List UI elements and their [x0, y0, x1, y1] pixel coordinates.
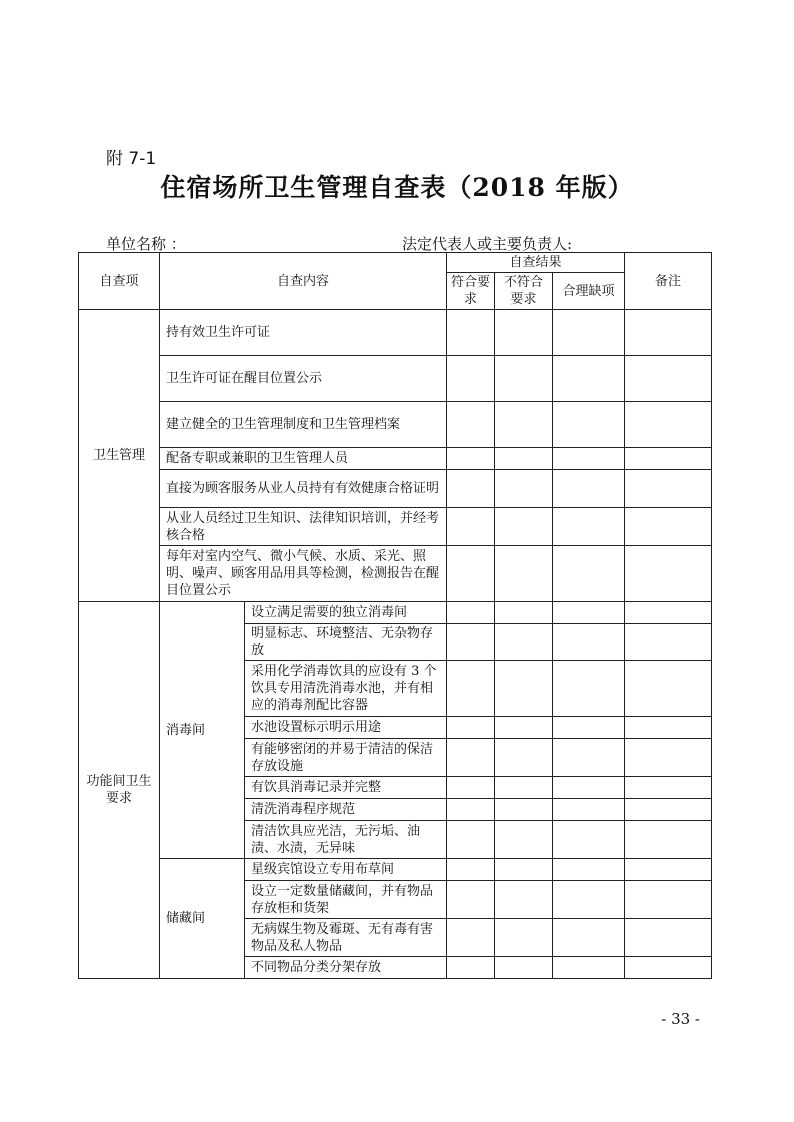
- check-cell[interactable]: [447, 717, 495, 739]
- check-cell[interactable]: [447, 356, 495, 402]
- content-cell: 设立满足需要的独立消毒间: [245, 602, 447, 624]
- check-cell[interactable]: [447, 448, 495, 470]
- content-cell: 无病媒生物及霉斑、无有毒有害物品及私人物品: [245, 919, 447, 957]
- subsection-label: 消毒间: [160, 602, 245, 859]
- check-cell[interactable]: [447, 919, 495, 957]
- header-conform: 符合要求: [447, 273, 495, 310]
- check-cell[interactable]: [553, 310, 625, 356]
- check-cell[interactable]: [447, 602, 495, 624]
- table-row: [79, 546, 712, 602]
- content-cell: 卫生许可证在醒目位置公示: [160, 356, 447, 402]
- unit-name-label: 单位名称 ：: [106, 235, 186, 253]
- check-cell[interactable]: [553, 821, 625, 859]
- content-cell: 不同物品分类分架存放: [245, 957, 447, 979]
- section-label: 功能间卫生要求: [79, 602, 160, 979]
- check-cell[interactable]: [625, 310, 712, 356]
- check-cell[interactable]: [447, 508, 495, 546]
- check-cell[interactable]: [495, 448, 553, 470]
- check-cell[interactable]: [495, 310, 553, 356]
- check-cell[interactable]: [625, 602, 712, 624]
- content-cell: 明显标志、环境整洁、无杂物存放: [245, 624, 447, 661]
- check-cell[interactable]: [553, 777, 625, 799]
- table-row: [79, 470, 712, 508]
- check-cell[interactable]: [495, 859, 553, 881]
- check-cell[interactable]: [625, 470, 712, 508]
- check-cell[interactable]: [553, 602, 625, 624]
- check-cell[interactable]: [447, 799, 495, 821]
- header-nonconform: 不符合要求: [495, 273, 553, 310]
- check-cell[interactable]: [553, 546, 625, 602]
- check-cell[interactable]: [553, 661, 625, 717]
- check-cell[interactable]: [495, 546, 553, 602]
- content-cell: 水池设置标示明示用途: [245, 717, 447, 739]
- check-cell[interactable]: [625, 859, 712, 881]
- check-cell[interactable]: [447, 661, 495, 717]
- check-cell[interactable]: [553, 402, 625, 448]
- check-cell[interactable]: [625, 402, 712, 448]
- check-cell[interactable]: [495, 661, 553, 717]
- check-cell[interactable]: [495, 799, 553, 821]
- header-content: 自查内容: [160, 253, 447, 310]
- annex-label: 附 7-1: [106, 149, 157, 169]
- check-cell[interactable]: [625, 717, 712, 739]
- legal-representative-label: 法定代表人或主要负责人:: [402, 235, 573, 253]
- content-cell: 持有效卫生许可证: [160, 310, 447, 356]
- content-cell: 直接为顾客服务从业人员持有有效健康合格证明: [160, 470, 447, 508]
- check-cell[interactable]: [625, 546, 712, 602]
- content-cell: 采用化学消毒饮具的应设有 3 个饮具专用清洗消毒水池，并有相应的消毒剂配比容器: [245, 661, 447, 717]
- table-row: [79, 356, 712, 402]
- check-cell[interactable]: [447, 957, 495, 979]
- check-cell[interactable]: [625, 777, 712, 799]
- form-title: 住宿场所卫生管理自查表（2018 年版）: [160, 173, 634, 202]
- content-cell: 配备专职或兼职的卫生管理人员: [160, 448, 447, 470]
- check-cell[interactable]: [447, 470, 495, 508]
- check-cell[interactable]: [553, 448, 625, 470]
- check-cell[interactable]: [553, 799, 625, 821]
- check-cell[interactable]: [625, 957, 712, 979]
- check-cell[interactable]: [495, 602, 553, 624]
- check-cell[interactable]: [495, 508, 553, 546]
- check-cell[interactable]: [553, 508, 625, 546]
- check-cell[interactable]: [625, 799, 712, 821]
- table-row: [79, 859, 712, 881]
- table-row: [79, 602, 712, 624]
- check-cell[interactable]: [495, 402, 553, 448]
- header-remarks: 备注: [625, 253, 712, 310]
- check-cell[interactable]: [447, 859, 495, 881]
- header-result: 自查结果: [447, 253, 625, 273]
- check-cell[interactable]: [495, 821, 553, 859]
- table-row: [79, 402, 712, 448]
- check-cell[interactable]: [553, 624, 625, 661]
- check-cell[interactable]: [553, 717, 625, 739]
- check-cell[interactable]: [447, 821, 495, 859]
- content-cell: 有能够密闭的并易于清洁的保洁存放设施: [245, 739, 447, 777]
- self-inspection-table: [78, 252, 712, 979]
- check-cell[interactable]: [553, 470, 625, 508]
- content-cell: 每年对室内空气、微小气候、水质、采光、照明、噪声、顾客用品用具等检测，检测报告在醒目位置公示: [160, 546, 447, 602]
- check-cell[interactable]: [495, 717, 553, 739]
- check-cell[interactable]: [625, 448, 712, 470]
- table-row: [79, 508, 712, 546]
- check-cell[interactable]: [447, 402, 495, 448]
- check-cell[interactable]: [553, 881, 625, 919]
- check-cell[interactable]: [625, 661, 712, 717]
- check-cell[interactable]: [495, 470, 553, 508]
- check-cell[interactable]: [625, 508, 712, 546]
- check-cell[interactable]: [553, 739, 625, 777]
- check-cell[interactable]: [625, 881, 712, 919]
- check-cell[interactable]: [447, 777, 495, 799]
- check-cell[interactable]: [495, 919, 553, 957]
- check-cell[interactable]: [553, 859, 625, 881]
- table-row: [79, 310, 712, 356]
- content-cell: 星级宾馆设立专用布草间: [245, 859, 447, 881]
- header-item: 自查项: [79, 253, 160, 310]
- subsection-label: 储藏间: [160, 859, 245, 979]
- check-cell[interactable]: [495, 624, 553, 661]
- check-cell[interactable]: [625, 356, 712, 402]
- table-row: [79, 448, 712, 470]
- check-cell[interactable]: [495, 739, 553, 777]
- content-cell: 从业人员经过卫生知识、法律知识培训，并经考核合格: [160, 508, 447, 546]
- check-cell[interactable]: [447, 624, 495, 661]
- section-label: 卫生管理: [79, 310, 160, 602]
- check-cell[interactable]: [553, 356, 625, 402]
- check-cell[interactable]: [495, 777, 553, 799]
- check-cell[interactable]: [553, 957, 625, 979]
- content-cell: 清洁饮具应光洁，无污垢、油渍、水渍，无异味: [245, 821, 447, 859]
- check-cell[interactable]: [495, 957, 553, 979]
- content-cell: 清洗消毒程序规范: [245, 799, 447, 821]
- check-cell[interactable]: [553, 919, 625, 957]
- check-cell[interactable]: [625, 624, 712, 661]
- check-cell[interactable]: [625, 821, 712, 859]
- check-cell[interactable]: [625, 739, 712, 777]
- page-number: - 33 -: [661, 1010, 700, 1028]
- check-cell[interactable]: [447, 739, 495, 777]
- content-cell: 建立健全的卫生管理制度和卫生管理档案: [160, 402, 447, 448]
- check-cell[interactable]: [447, 881, 495, 919]
- content-cell: 设立一定数量储藏间，并有物品存放柜和货架: [245, 881, 447, 919]
- check-cell[interactable]: [495, 881, 553, 919]
- check-cell[interactable]: [447, 310, 495, 356]
- header-reasonable-missing: 合理缺项: [553, 273, 625, 310]
- check-cell[interactable]: [447, 546, 495, 602]
- check-cell[interactable]: [625, 919, 712, 957]
- content-cell: 有饮具消毒记录并完整: [245, 777, 447, 799]
- check-cell[interactable]: [495, 356, 553, 402]
